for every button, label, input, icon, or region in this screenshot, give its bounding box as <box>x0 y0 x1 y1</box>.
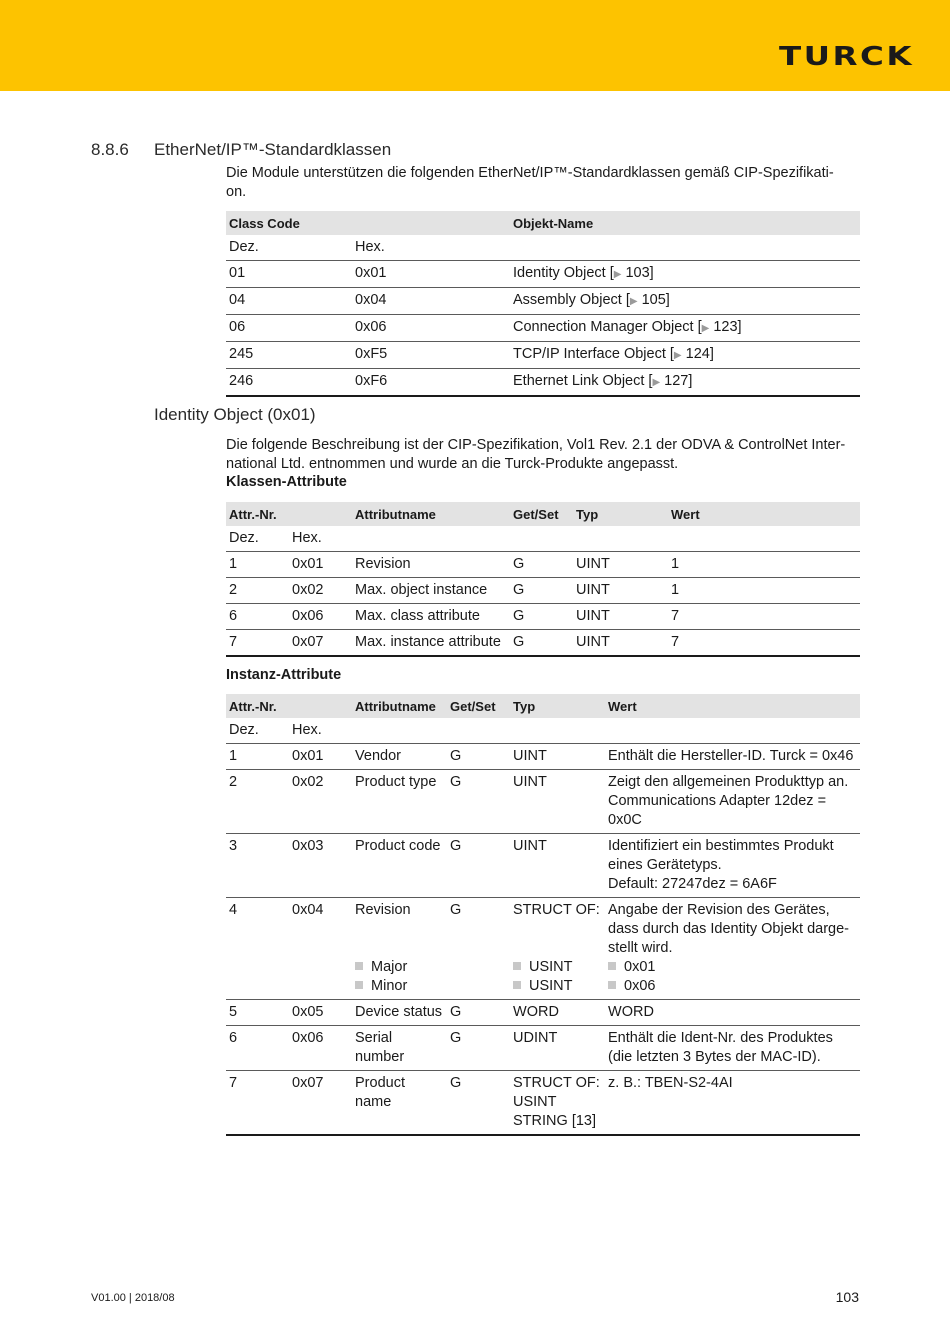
table-row: 04 0x04 Assembly Object [▶ 105] <box>226 288 860 315</box>
header-attr-nr: Attr.-Nr. <box>226 694 352 718</box>
bullet-icon <box>355 981 363 989</box>
table-row: 7 0x07 Max. instance attribute G UINT 7 <box>226 630 860 657</box>
header-wert: Wert <box>605 694 860 718</box>
table-row: 7 0x07 Product name G STRUCT OF: USINT STRING [13] z. B.: TBEN-S2-4AI <box>226 1071 860 1136</box>
table-row: 2 0x02 Product type G UINT Zeigt den allgemeinen Produkttyp an. Communications Adapter 12dez = 0x0C <box>226 770 860 834</box>
table-row: 5 0x05 Device status G WORD WORD <box>226 1000 860 1026</box>
link-arrow-icon[interactable]: ▶ <box>673 350 682 361</box>
inst-attr-table <box>226 694 860 1136</box>
page-link[interactable]: 103] <box>621 265 654 281</box>
link-arrow-icon[interactable]: ▶ <box>629 296 638 307</box>
header-bar <box>0 0 950 91</box>
header-attr-name: Attributname <box>352 694 447 718</box>
bullet-icon <box>608 962 616 970</box>
table-row: 246 0xF6 Ethernet Link Object [▶ 127] <box>226 369 860 397</box>
link-arrow-icon[interactable]: ▶ <box>613 269 622 280</box>
subheader-dez: Dez. <box>226 235 352 261</box>
header-typ: Typ <box>573 502 668 526</box>
header-wert: Wert <box>668 502 860 526</box>
table-row: 1 0x01 Vendor G UINT Enthält die Hersteller-ID. Turck = 0x46 <box>226 744 860 770</box>
bullet-icon <box>513 962 521 970</box>
turck-logo: TURCK <box>778 42 914 72</box>
table-row: 245 0xF5 TCP/IP Interface Object [▶ 124] <box>226 342 860 369</box>
link-arrow-icon[interactable]: ▶ <box>701 323 710 334</box>
header-typ: Typ <box>510 694 605 718</box>
subheader-dez: Dez. <box>226 526 289 552</box>
inst-attr-label: Instanz-Attribute <box>226 667 342 683</box>
header-get-set: Get/Set <box>447 694 510 718</box>
table-row: 6 0x06 Max. class attribute G UINT 7 <box>226 604 860 630</box>
link-arrow-icon[interactable]: ▶ <box>652 377 661 388</box>
section-intro: Die Module unterstützen die folgenden EtherNet/IP™-Standardklassen gemäß CIP-Spezifikati- on. <box>226 165 834 200</box>
page-link[interactable]: 124] <box>681 346 714 362</box>
class-attr-table <box>226 502 860 657</box>
page-link[interactable]: 123] <box>709 319 742 335</box>
table-row: 3 0x03 Product code G UINT Identifiziert ein bestimmtes Produkt eines Gerätetyps. Default: 27247dez = 6A6F <box>226 834 860 898</box>
table-row: 2 0x02 Max. object instance G UINT 1 <box>226 578 860 604</box>
table-row: 1 0x01 Revision G UINT 1 <box>226 552 860 578</box>
footer-version: V01.00 | 2018/08 <box>91 1292 175 1304</box>
table-row: 06 0x06 Connection Manager Object [▶ 123] <box>226 315 860 342</box>
header-get-set: Get/Set <box>510 502 573 526</box>
subheader-hex: Hex. <box>352 235 510 261</box>
subheader-dez: Dez. <box>226 718 289 744</box>
section-title: EtherNet/IP™-Standardklassen <box>154 140 392 159</box>
class-attr-label: Klassen-Attribute <box>226 474 347 490</box>
header-attr-nr: Attr.-Nr. <box>226 502 352 526</box>
subheader-hex: Hex. <box>289 526 352 552</box>
header-object-name: Objekt-Name <box>510 211 860 235</box>
identity-title: Identity Object (0x01) <box>154 405 316 424</box>
table-row: 6 0x06 Serial number G UDINT Enthält die Ident-Nr. des Produktes (die letzten 3 Bytes der MAC-ID). <box>226 1026 860 1071</box>
identity-desc: Die folgende Beschreibung ist der CIP-Spezifikation, Vol1 Rev. 2.1 der ODVA & ControlNet Inter- national Ltd. entnommen und wurde an die Turck-Produkte angepasst. <box>226 437 846 472</box>
section-number: 8.8.6 <box>91 140 129 159</box>
bullet-icon <box>608 981 616 989</box>
header-attr-name: Attributname <box>352 502 510 526</box>
table-row: 01 0x01 Identity Object [▶ 103] <box>226 261 860 288</box>
bullet-icon <box>355 962 363 970</box>
bullet-icon <box>513 981 521 989</box>
header-class-code: Class Code <box>226 211 510 235</box>
page-link[interactable]: 127] <box>660 373 693 389</box>
page-number: 103 <box>835 1289 859 1305</box>
subheader-hex: Hex. <box>289 718 352 744</box>
class-code-table <box>226 211 860 397</box>
page-link[interactable]: 105] <box>637 292 670 308</box>
table-row: 4 0x04 Revision Major Minor G STRUCT OF: USINT USINT Angabe der Revision des Gerätes, dass durch das Identity Objekt darge-stellt wird. 0x01 0x06 <box>226 898 860 1000</box>
